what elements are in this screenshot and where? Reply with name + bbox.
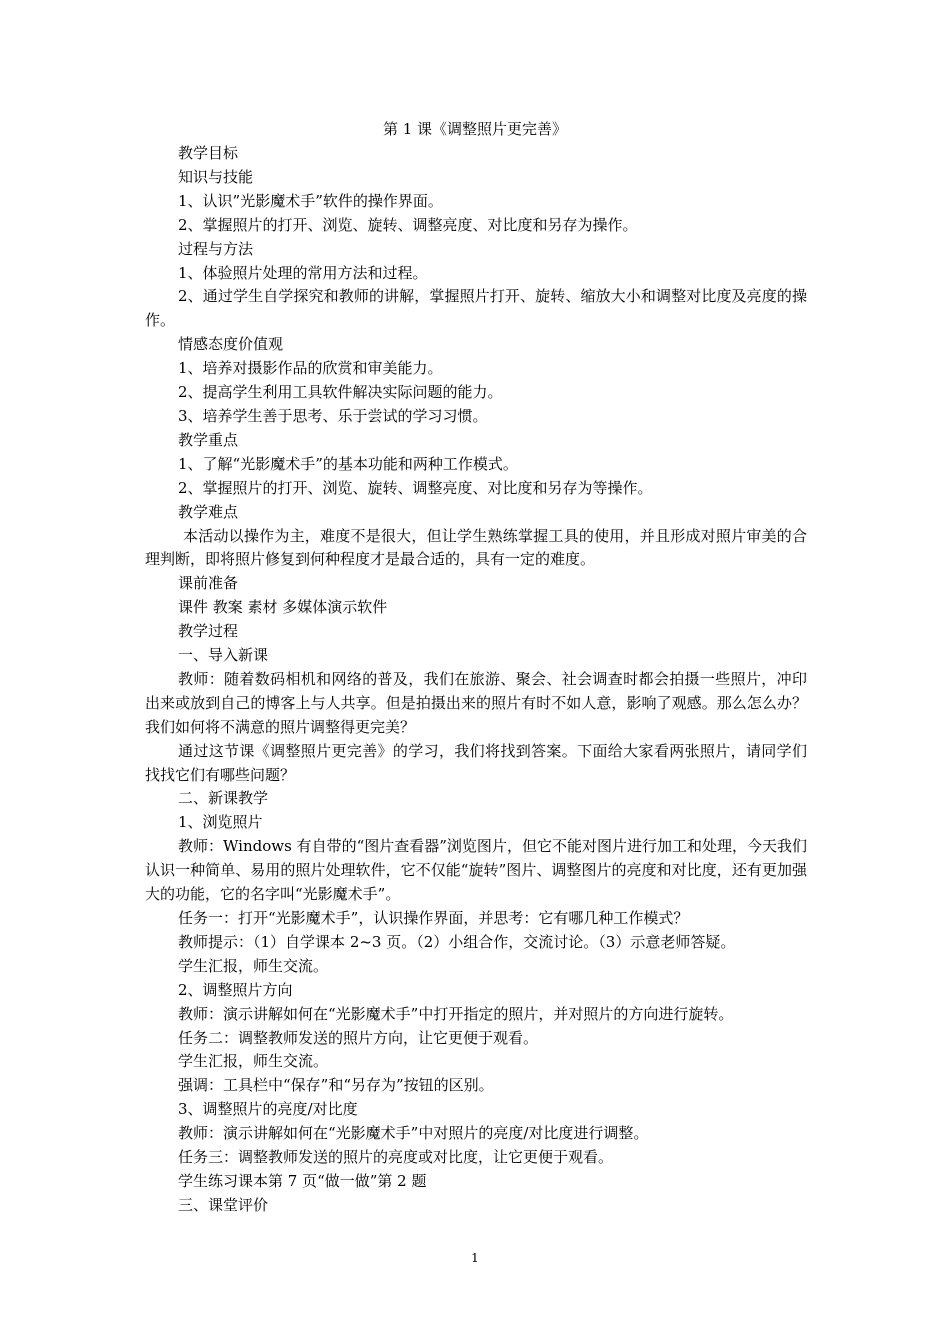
document-body xyxy=(145,142,807,1218)
paragraph: 2、通过学生自学探究和教师的讲解，掌握照片打开、旋转、缩放大小和调整对比度及亮度的操作。 xyxy=(145,287,807,330)
paragraph: 二、新课教学 xyxy=(178,789,269,808)
paragraph: 教师提示：（1）自学课本 2~3 页。（2）小组合作，交流讨论。（3）示意老师答疑。 xyxy=(178,932,736,951)
paragraph: 1、了解“光影魔术手”的基本功能和两种工作模式。 xyxy=(178,454,518,473)
paragraph: 教师：随着数码相机和网络的普及，我们在旅游、聚会、社会调查时都会拍摄一些照片，冲印出来或放到自己的博客上与人共享。但是拍摄出来的照片有时不如人意，影响了观感。那么怎么办？我们如何将不满意的照片调整得更完美？ xyxy=(145,669,807,736)
paragraph: 任务一：打开“光影魔术手”，认识操作界面，并思考：它有哪几种工作模式？ xyxy=(178,909,689,927)
paragraph: 2、调整照片方向 xyxy=(178,980,293,999)
paragraph: 通过这节课《调整照片更完善》的学习，我们将找到答案。下面给大家看两张照片，请同学们找找它们有哪些问题？ xyxy=(145,741,807,784)
paragraph: 本活动以操作为主，难度不是很大，但让学生熟练掌握工具的使用，并且形成对照片审美的合理判断，即将照片修复到何种程度才是最合适的，具有一定的难度。 xyxy=(145,526,807,569)
paragraph: 教师：演示讲解如何在“光影魔术手”中对照片的亮度/对比度进行调整。 xyxy=(178,1124,649,1143)
paragraph: 知识与技能 xyxy=(178,167,254,186)
paragraph: 教学过程 xyxy=(178,622,239,641)
paragraph: 3、培养学生善于思考、乐于尝试的学习习惯。 xyxy=(178,406,488,425)
paragraph: 强调：工具栏中“保存”和“另存为”按钮的区别。 xyxy=(178,1076,494,1095)
paragraph: 过程与方法 xyxy=(178,239,254,258)
paragraph: 1、认识”光影魔术手”软件的操作界面。 xyxy=(178,191,443,210)
paragraph: 教师：演示讲解如何在“光影魔术手”中打开指定的照片，并对照片的方向进行旋转。 xyxy=(178,1004,734,1023)
paragraph: 学生练习课本第 7 页“做一做”第 2 题 xyxy=(178,1171,427,1190)
paragraph: 1、浏览照片 xyxy=(178,813,263,832)
paragraph: 教学难点 xyxy=(178,502,239,521)
paragraph: 2、掌握照片的打开、浏览、旋转、调整亮度、对比度和另存为操作。 xyxy=(178,215,638,234)
paragraph: 1、培养对摄影作品的欣赏和审美能力。 xyxy=(178,359,443,378)
paragraph: 学生汇报，师生交流。 xyxy=(178,1052,329,1071)
paragraph: 情感态度价值观 xyxy=(178,335,284,354)
paragraph: 一、导入新课 xyxy=(178,646,269,665)
paragraph: 课前准备 xyxy=(178,574,239,593)
paragraph: 3、调整照片的亮度/对比度 xyxy=(178,1100,358,1119)
paragraph: 课件 教案 素材 多媒体演示软件 xyxy=(178,598,388,617)
paragraph: 2、提高学生利用工具软件解决实际问题的能力。 xyxy=(178,383,503,402)
paragraph: 三、课堂评价 xyxy=(178,1195,269,1214)
paragraph: 1、体验照片处理的常用方法和过程。 xyxy=(178,263,428,282)
paragraph: 教师：Windows 有自带的“图片查看器”浏览图片，但它不能对图片进行加工和处理，今天我们认识一种简单、易用的照片处理软件，它不仅能“旋转”图片、调整图片的亮度和对比度，还有更加强大的功能，它的名字叫“光影魔术手”。 xyxy=(145,837,807,904)
page-number: 1 xyxy=(471,1251,479,1265)
paragraph: 学生汇报，师生交流。 xyxy=(178,956,329,975)
paragraph: 教学目标 xyxy=(178,144,239,162)
paragraph: 教学重点 xyxy=(178,430,239,449)
document-title: 第 1 课《调整照片更完善》 xyxy=(382,120,568,138)
paragraph: 2、掌握照片的打开、浏览、旋转、调整亮度、对比度和另存为等操作。 xyxy=(178,478,653,497)
paragraph: 任务三：调整教师发送的照片的亮度或对比度，让它更便于观看。 xyxy=(178,1148,614,1167)
paragraph: 任务二：调整教师发送的照片方向，让它更便于观看。 xyxy=(178,1028,539,1047)
